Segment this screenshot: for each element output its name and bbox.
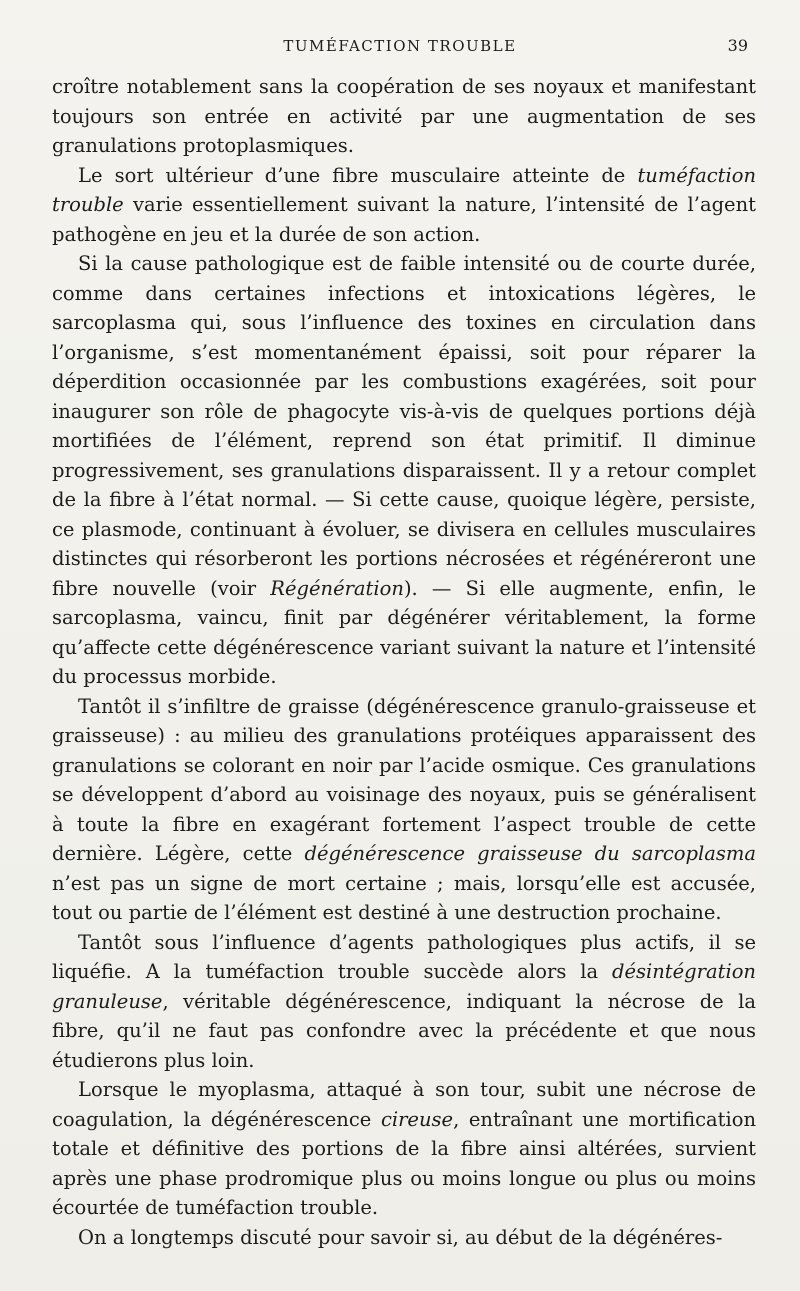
paragraph-6 — [52, 1075, 756, 1223]
paragraph-6-text-a: Lorsque le myoplasma, attaqué à son tour, subit une nécrose de coagulation, la dégénérescence — [52, 1078, 756, 1131]
paragraph-2-text-b: varie essentiellement suivant la nature, l’intensité de l’agent pathogène en jeu et la durée de son action. — [52, 193, 756, 246]
paragraph-7: On a longtemps discuté pour savoir si, au début de la dégénéres- — [78, 1225, 723, 1249]
paragraph-3-emphasis: Régénération — [270, 576, 404, 600]
paragraph-4-emphasis: dégénérescence graisseuse du sarcoplasma — [304, 842, 756, 865]
paragraph-4-text-b: n’est pas un signe de mort certaine ; mais, lorsqu’elle est accusée, tout ou partie de l’élément est destiné à une destruction prochaine. — [52, 871, 756, 924]
paragraph-3-text-a: Si la cause pathologique est de faible intensité ou de courte durée, comme dans certaines infections et intoxications légères, le sarcoplasma qui, sous l’influence des toxines en circulation dans l’organisme, s’est momentanément épaissi, soit pour réparer la déperdition occasionnée par les combustions exagérées, soit pour inaugurer son rôle de phagocyte vis-à-vis de quelques portions déjà mortifiées de l’élément, reprend son état primitif. Il diminue progressivement, ses granulations disparaissent. Il y a retour complet de la fibre à l’état normal. — Si cette cause, quoique légère, persiste, ce plasmode, continuant à évoluer, se divisera en cellules musculaires distinctes qui résorberont les portions nécrosées et régénéreront une fibre nouvelle (voir — [52, 252, 756, 600]
paragraph-3-text-b: ). — Si elle augmente, enfin, le sarcoplasma, vaincu, finit par dégénérer véritablement, la forme qu’affecte cette dégénérescence variant suivant la nature et l’intensité du processus morbide. — [52, 576, 756, 688]
paragraph-4-text-a: Tantôt il s’infiltre de graisse (dégénérescence granulo-graisseuse et graisseuse) : au milieu des granulations protéiques apparaissent des granulations se colorant en noir par l’acide osmique. Ces granulations se développent d’abord au voisinage des noyaux, puis se généralisent à toute la fibre en exagérant fortement l’aspect trouble de cette dernière. Légère, cette — [52, 694, 756, 865]
paragraph-6-emphasis: cireuse — [380, 1107, 454, 1131]
running-title: TUMÉFACTION TROUBLE — [283, 37, 517, 55]
running-header — [0, 34, 800, 58]
paragraph-2-emphasis: tuméfaction trouble — [52, 163, 756, 216]
paragraph-6-text-b: , entraînant une mortification totale et définitive des portions de la fibre ainsi altérées, survient après une phase prodromique plus ou moins longue ou plus ou moins écourtée de tuméfaction trouble. — [52, 1107, 756, 1219]
paragraph-2 — [52, 161, 756, 250]
body-text — [52, 72, 756, 1252]
paragraph-5 — [52, 928, 756, 1076]
paragraph-2-text-a: Le sort ultérieur d’une fibre musculaire atteinte de — [78, 163, 638, 187]
page-number: 39 — [727, 36, 748, 55]
paragraph-3 — [52, 249, 756, 692]
paragraph-5-emphasis: désintégration granuleuse — [52, 960, 756, 1013]
paragraph-4 — [52, 692, 756, 928]
paragraph-1: croître notablement sans la coopération de ses noyaux et manifestant toujours son entrée en activité par une augmentation de ses granulations protoplasmiques. — [52, 75, 756, 157]
paragraph-5-text-b: , véritable dégénérescence, indiquant la nécrose de la fibre, qu’il ne faut pas confondre avec la précédente et que nous étudierons plus loin. — [52, 989, 756, 1072]
paragraph-5-text-a: Tantôt sous l’influence d’agents pathologiques plus actifs, il se liquéfie. A la tuméfaction trouble succède alors la — [52, 930, 756, 983]
